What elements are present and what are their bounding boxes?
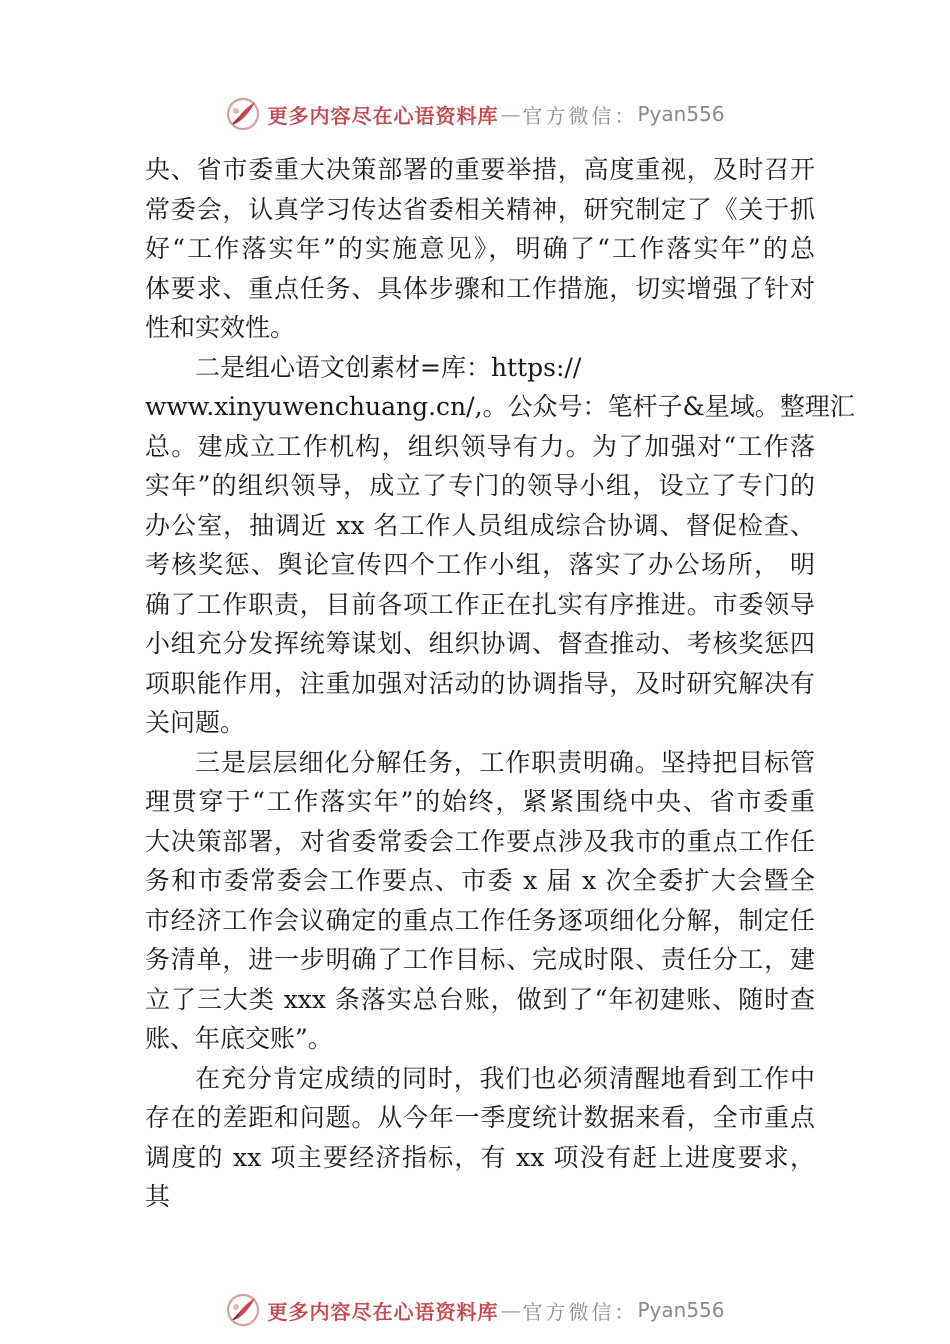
wechat-id: Pyan556 [637,102,725,126]
header-banner [0,92,950,136]
wechat-label: 官方微信： [522,1299,638,1324]
banner-separator: — [500,1298,521,1322]
paragraph-2 [145,348,855,743]
text-line: 其 [145,1182,171,1211]
paragraph-4 [145,1059,815,1217]
footer-banner [0,1288,950,1332]
text-line: 小组充分发挥统筹谋划、组织协调、督查推动、考核奖惩四 [145,629,815,658]
quill-pen-logo-icon [225,1292,261,1328]
text-line: 实年”的组织领导，成立了专门的领导小组，设立了专门的 [145,471,815,500]
text-line: www.xinyuwenchuang.cn/,。公众号：笔杆子&星域。整理汇 [145,392,855,421]
wechat-id: Pyan556 [637,1298,725,1322]
paragraph-3 [145,743,815,1059]
text-line: 关问题。 [145,708,246,737]
text-line: 确了工作职责，目前各项工作正在扎实有序推进。市委领导 [145,589,815,619]
text-line: 办公室，抽调近 xx 名工作人员组成综合协调、督促检查、 [145,510,815,540]
document-body [145,150,855,1217]
text-line: 央、省市委重大决策部署的重要举措，高度重视，及时召开 [145,155,815,184]
text-line: 三是层层细化分解任务，工作职责明确。坚持把目标管 [195,747,815,777]
quill-pen-logo-icon [225,96,261,132]
text-line: 存在的差距和问题。从今年一季度统计数据来看，全市重点 [145,1103,815,1132]
text-line: 总。建成立工作机构，组织领导有力。为了加强对“工作落 [145,431,815,461]
text-line: 二是组心语文创素材=库：https:// [195,352,582,382]
text-line: 大决策部署，对省委常委会工作要点涉及我市的重点工作任 [145,826,815,856]
text-line: 调度的 xx 项主要经济指标，有 xx 项没有赶上进度要求， [145,1142,815,1172]
text-line: 务和市委常委会工作要点、市委 x 届 x 次全委扩大会暨全 [145,866,815,895]
paragraph-1 [145,150,815,348]
text-line: 务清单，进一步明确了工作目标、完成时限、责任分工，建 [145,945,815,974]
text-line: 账、年底交账”。 [145,1024,333,1053]
text-line: 在充分肯定成绩的同时，我们也必须清醒地看到工作中 [195,1063,815,1093]
wechat-label: 官方微信： [522,103,638,128]
brand-text: 更多内容尽在心语资料库 [267,1299,499,1324]
text-line: 好“工作落实年”的实施意见》，明确了“工作落实年”的总 [145,234,815,263]
text-line: 性和实效性。 [145,313,296,342]
text-line: 市经济工作会议确定的重点工作任务逐项细化分解，制定任 [145,905,815,935]
banner-separator: — [500,102,521,126]
brand-text: 更多内容尽在心语资料库 [267,103,499,128]
text-line: 常委会，认真学习传达省委相关精神，研究制定了《关于抓 [145,194,815,224]
text-line: 项职能作用，注重加强对活动的协调指导，及时研究解决有 [145,668,815,698]
text-line: 体要求、重点任务、具体步骤和工作措施，切实增强了针对 [145,273,815,303]
text-line: 立了三大类 xxx 条落实总台账，做到了“年初建账、随时查 [145,984,815,1014]
text-line: 考核奖惩、舆论宣传四个工作小组，落实了办公场所， 明 [145,550,815,579]
text-line: 理贯穿于“工作落实年”的始终，紧紧围绕中央、省市委重 [145,787,815,816]
